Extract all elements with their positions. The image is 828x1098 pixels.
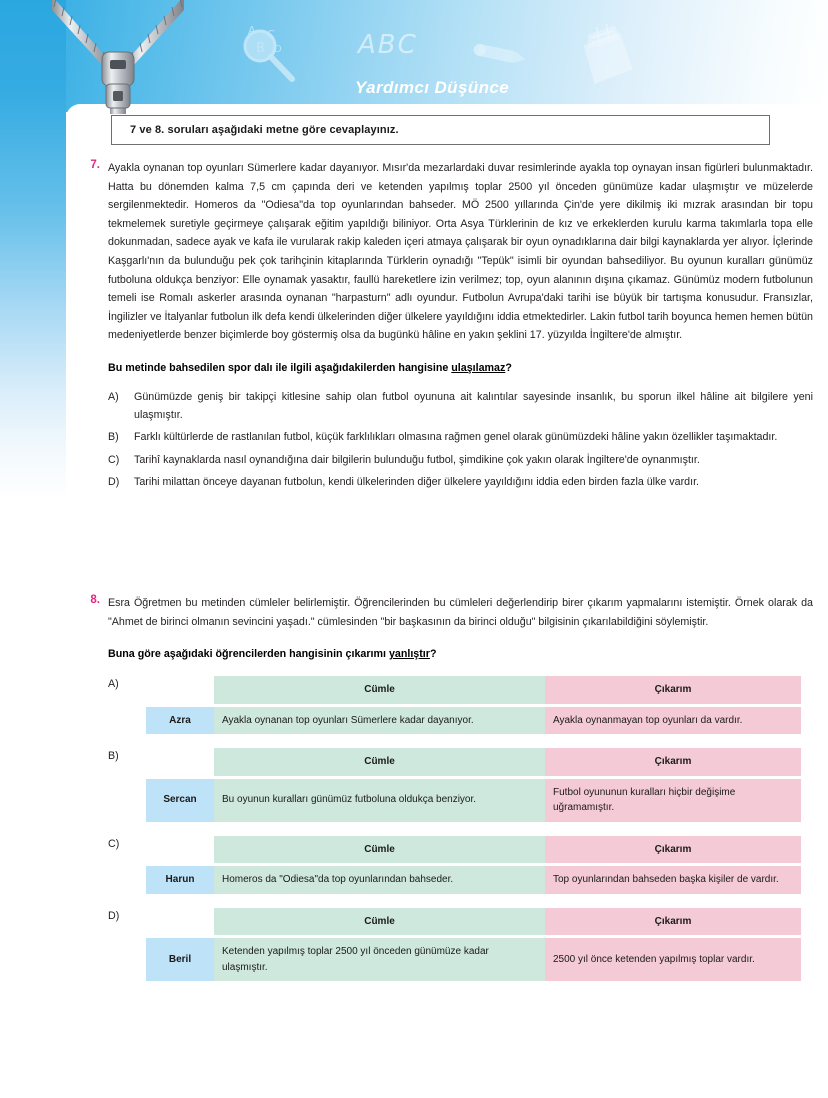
header-cumle: Cümle [214,908,545,936]
question-8-number: 8. [90,594,100,606]
question-8-stem-before: Buna göre aşağıdaki öğrencilerden hangisinin çıkarımı [108,648,389,661]
cumle-text: Bu oyunun kuralları günümüz futboluna oldukça benziyor. [214,779,545,822]
instruction-text: 7 ve 8. soruları aşağıdaki metne göre cevaplayınız. [130,124,399,136]
cumle-text: Ayakla oynanan top oyunları Sümerlere kadar dayanıyor. [214,707,545,735]
svg-text:B: B [256,41,265,56]
cikarim-text: Ayakla oynanmayan top oyunları da vardır. [545,707,801,735]
header-cikarim: Çıkarım [545,908,801,936]
cumle-text: Homeros da "Odiesa"da top oyunlarından bahseder. [214,866,545,894]
question-7-stem-underlined: ulaşılamaz [451,361,506,374]
option-letter: C) [108,453,120,466]
option-a-table [146,676,801,734]
question-7-stem-after: ? [505,361,512,374]
content-card [66,104,828,1098]
option-letter: C) [108,837,120,850]
header-cikarim: Çıkarım [545,748,801,776]
question-7-option-d[interactable] [108,473,813,491]
student-name: Sercan [146,779,214,822]
zipper-icon [52,0,184,114]
pencil-icon [468,38,530,72]
question-7-stem-before: Bu metinde bahsedilen spor dalı ile ilgili aşağıdakilerden hangisine [108,361,452,374]
option-letter: B) [108,431,119,444]
table-row [146,866,801,894]
question-8-stem [108,646,813,662]
abc-text-decoration: ABC [358,30,418,60]
question-7-option-b[interactable] [108,428,813,446]
option-text: Farklı kültürlerde de rastlanılan futbol, küçük farklılıkları olmasına rağmen genel olarak günümüzdeki hâline yakın özellikler taşımaktadır. [134,431,778,444]
question-7-number: 7. [90,159,100,171]
header-cumle: Cümle [214,748,545,776]
student-name: Harun [146,866,214,894]
question-8-stem-underlined: yanlıştır [388,648,430,661]
header-cikarim: Çıkarım [545,676,801,704]
header-cumle: Cümle [214,676,545,704]
header-blank [146,748,214,776]
student-name: Azra [146,707,214,735]
question-7-stem [108,360,813,376]
header-blank [146,836,214,864]
question-8-option-c[interactable] [108,836,813,894]
header-cikarim: Çıkarım [545,836,801,864]
papers-icon [568,22,640,92]
cikarim-text: Top oyunlarından bahseden başka kişiler de vardır. [545,866,801,894]
option-letter: A) [108,678,119,691]
table-row [146,707,801,735]
table-header-row [146,748,801,776]
magnifier-icon [236,22,306,84]
option-text: Tarihi milattan önceye dayanan futbolun, kendi ülkelerinden diğer ülkelere yayıldığını iddia eden birden fazla ülke vardır. [134,475,700,488]
question-8-stem-after: ? [429,648,437,661]
table-header-row [146,676,801,704]
option-b-table [146,748,801,822]
question-7-option-a[interactable] [108,388,813,424]
option-letter: D) [108,909,120,922]
table-row [146,779,801,822]
question-8-option-d[interactable] [108,908,813,982]
student-name: Beril [146,938,214,981]
question-7-option-c[interactable] [108,451,813,469]
question-8-intro: Esra Öğretmen bu metinden cümleler belirlemiştir. Öğrencilerinden bu cümleleri değerlendirip birer çıkarım yapmalarını istemiştir. Örnek olarak da "Ahmet de birinci olmanın sevincini yaşadı." cümlesinden "bir başkasının da birinci olduğu" bilgisinin çıkarılabildiğini söylemiştir. [108,597,813,628]
cikarim-text: Futbol oyununun kuralları hiçbir değişime uğramamıştır. [545,779,801,822]
svg-text:D: D [274,44,282,55]
cumle-text: Ketenden yapılmış toplar 2500 yıl önceden günümüze kadar ulaşmıştır. [214,938,545,981]
svg-text:A: A [248,24,256,37]
cikarim-text: 2500 yıl önce ketenden yapılmış toplar vardır. [545,938,801,981]
table-row [146,938,801,981]
option-letter: A) [108,390,119,403]
option-letter: B) [108,750,119,763]
option-letter: D) [108,475,120,488]
header-blank [146,908,214,936]
instruction-box [111,115,770,145]
header-blank [146,676,214,704]
svg-text:C: C [267,28,275,41]
banner-title: Yardımcı Düşünce [355,78,510,97]
header-cumle: Cümle [214,836,545,864]
table-header-row [146,836,801,864]
question-8-option-b[interactable] [108,748,813,822]
option-d-table [146,908,801,982]
table-header-row [146,908,801,936]
question-7-options [108,388,813,491]
option-text: Günümüzde geniş bir takipçi kitlesine sahip olan futbol oyununa ait kalıntılar sayesinde insanlık, bu sporun ilkel hâline ait bilgilere yeni ulaşmıştır. [134,390,813,422]
question-7-passage: Ayakla oynanan top oyunları Sümerlere kadar dayanıyor. Mısır'da mezarlardaki duvar resimlerinde ayakla top oynayan insan figürleri bulunmaktadır. Hatta bu dönemden kalma 7,5 cm çapında deri ve ketenden yapılmış toplar 2500 yıl önceden günümüze kadar ulaşmıştır ve müzelerde sergilenmektedir. Homeros da "Odiesa"da top oyunlarından bahseder. MÖ 2500 yıllarında Çin'de yere dikilmiş iki mızrak arasından bir topu tekmelemek suretiyle geçirmeye çalışarak eğitim yapıldığı biliniyor. Orta Asya Türklerinin de kız ve erkeklerden kurulu karma takımlarla topa elle dokunmadan, sadece ayak ve kafa ile vurularak rakip kaleden içeri atmaya çalışarak bir oyun oynadıklarına dair bilgi kaynaklarda yer alıyor. İçlerinde Kaşgarlı'nın da bulunduğu pek çok tarihçinin kitaplarında Türklerin oynadığı "Tepük" isimli bir oyundan bahsediliyor. Bu oyunun kuralları günümüz futboluna oldukça benziyor: Elle oynamak yasaktır, faullü hareketlere izin verilmez; top, oyun alanının dışına çıkamaz. Günümüz modern futbolunun temeli ise Romalı askerler arasında oynanan "harpasturn" adlı oyundur. Futbolun Avrupa'daki tarihi ise büyük bir tartışma konusudur. Fransızlar, İngilizler ve İtalyanlar futbolun ilk defa kendi ülkelerinden diğer ülkelere yayıldığını iddia etmektedirler. Lakin futbol tarih boyunca hemen hemen bütün medeniyetlerde benzer biçimlerde boy göstermiş olsa da bugünkü hâline en yakın şeklini 17. yüzyılda İngiltere'de almıştır. [108,162,813,342]
option-text: Tarihî kaynaklarda nasıl oynandığına dair bilgilerin bulunduğu futbol, şimdikine çok yakın olarak İngiltere'de oynanmıştır. [134,453,700,466]
option-c-table [146,836,801,894]
question-8-option-a[interactable] [108,676,813,734]
